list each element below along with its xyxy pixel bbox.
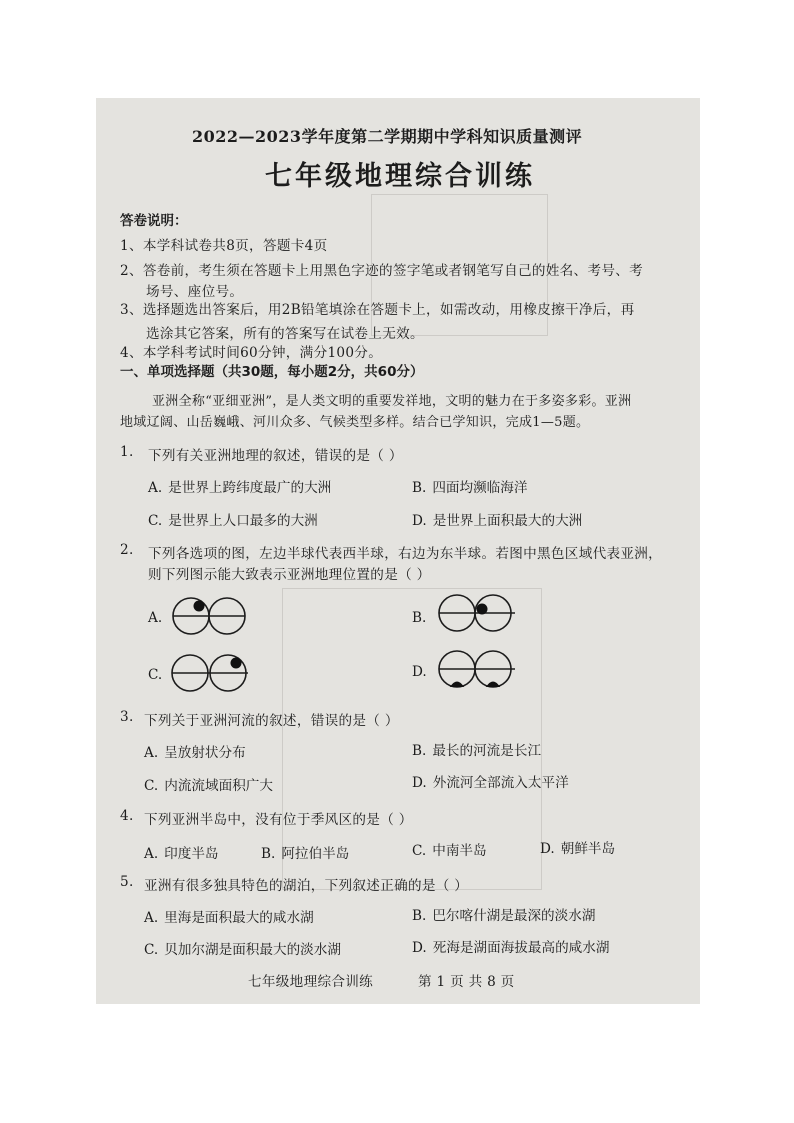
question-4-number: 4. [120,808,134,824]
q4-option-a[interactable] [144,842,219,862]
q5-option-b[interactable] [412,904,595,924]
question-2-stem: 下列各选项的图，左边半球代表西半球，右边为东半球。若图中黑色区域代表亚洲， [148,546,663,562]
option-key: B. [412,610,427,626]
q2-option-a[interactable] [148,610,162,626]
q5-option-a[interactable] [144,906,314,926]
instruction-2-cont: 场号、座位号。 [146,284,244,300]
instructions-heading: 答卷说明： [120,213,188,229]
option-key: A. [148,610,163,626]
option-text: 里海是面积最大的咸水湖 [164,910,314,926]
instruction-1: 1、本学科试卷共8页，答题卡4页 [120,238,328,254]
q2-option-c-hemispheres [170,653,250,693]
option-key: C. [144,942,159,958]
exam-page [96,98,700,1004]
option-key: A. [144,910,159,926]
option-key: C. [144,778,159,794]
option-text: 内流流域面积广大 [164,778,273,794]
question-3-stem: 下列关于亚洲河流的叙述，错误的是（ ） [144,713,399,729]
q1-option-b[interactable] [412,476,527,496]
option-text: 中南半岛 [432,843,487,859]
q5-option-d[interactable] [412,936,609,956]
instruction-3: 3、选择题选出答案后，用2B铅笔填涂在答题卡上，如需改动，用橡皮擦干净后，再 [120,302,635,318]
q5-option-c[interactable] [144,938,341,958]
option-key: C. [148,513,163,529]
reading-intro-line1: 亚洲全称“亚细亚洲”，是人类文明的重要发祥地，文明的魅力在于多姿多彩。亚洲 [152,394,632,409]
option-text: 最长的河流是长江 [432,743,542,759]
question-2-number: 2. [120,542,134,558]
option-text: 阿拉伯半岛 [281,846,350,862]
option-key: A. [148,480,163,496]
q3-option-a[interactable] [144,741,246,761]
q3-option-d[interactable] [412,771,569,791]
section-heading: 一、单项选择题（共30题，每小题2分，共60分） [120,364,424,380]
option-key: D. [412,940,427,956]
instruction-3-cont: 选涂其它答案，所有的答案写在试卷上无效。 [146,326,424,342]
instruction-4: 4、本学科考试时间60分钟，满分100分。 [120,345,383,361]
option-text: 死海是湖面海拔最高的咸水湖 [432,940,610,956]
option-key: C. [412,843,427,859]
question-4-stem: 下列亚洲半岛中，没有位于季风区的是（ ） [144,812,413,828]
option-text: 是世界上跨纬度最广的大洲 [168,480,332,496]
q1-option-d[interactable] [412,509,582,529]
question-5-stem: 亚洲有很多独具特色的湖泊，下列叙述正确的是（ ） [144,878,469,894]
option-text: 贝加尔湖是面积最大的淡水湖 [164,942,341,958]
q2-option-d-hemispheres [438,648,518,690]
option-key: A. [144,846,159,862]
q4-option-b[interactable] [261,842,349,862]
footer-course: 七年级地理综合训练 [248,974,374,990]
q1-option-c[interactable] [148,509,318,529]
q3-option-b[interactable] [412,739,541,759]
question-1-number: 1. [120,444,134,460]
q2-option-b-hemispheres [438,593,518,633]
q2-option-b[interactable] [412,610,426,626]
question-5-number: 5. [120,874,134,890]
option-text: 是世界上面积最大的大洲 [432,513,583,529]
option-key: A. [144,745,159,761]
q2-option-a-hemispheres [172,596,248,636]
option-key: B. [412,480,427,496]
exam-header: 2022—2023学年度第二学期期中学科知识质量测评 [192,127,583,146]
question-2-stem-cont: 则下列图示能大致表示亚洲地理位置的是（ ） [148,567,431,583]
option-key: D. [540,841,555,857]
option-text: 呈放射状分布 [164,745,246,761]
option-key: B. [412,908,427,924]
footer-page-number: 第 1 页 共 8 页 [418,974,515,990]
option-key: B. [412,743,427,759]
q4-option-c[interactable] [412,839,487,859]
option-key: C. [148,667,163,683]
q3-option-c[interactable] [144,774,273,794]
option-text: 巴尔喀什湖是最深的淡水湖 [432,908,596,924]
q1-option-a[interactable] [148,476,331,496]
q4-option-d[interactable] [540,837,615,857]
option-key: B. [261,846,276,862]
option-text: 是世界上人口最多的大洲 [168,513,318,529]
option-text: 四面均濒临海洋 [432,480,528,496]
instruction-2: 2、答卷前，考生须在答题卡上用黑色字迹的签字笔或者钢笔写自己的姓名、考号、考 [120,263,644,279]
page-title: 七年级地理综合训练 [265,161,535,192]
question-3-number: 3. [120,709,134,725]
option-text: 印度半岛 [164,846,219,862]
reading-intro-line2: 地域辽阔、山岳巍峨、河川众多、气候类型多样。结合已学知识，完成1—5题。 [120,415,590,430]
option-text: 朝鲜半岛 [560,841,616,857]
q2-option-c[interactable] [148,667,162,683]
question-1-stem: 下列有关亚洲地理的叙述，错误的是（ ） [148,448,403,464]
option-text: 外流河全部流入太平洋 [432,775,569,791]
option-key: D. [412,513,427,529]
q2-option-d[interactable] [412,664,427,680]
option-key: D. [412,664,427,680]
option-key: D. [412,775,427,791]
